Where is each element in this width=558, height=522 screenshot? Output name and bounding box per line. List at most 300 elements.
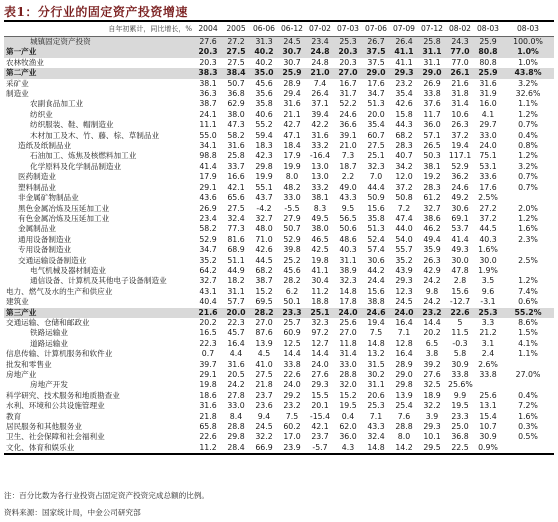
- cell-value: 100.0%: [502, 37, 554, 48]
- row-label: 电力、燃气及水的生产和供应业: [6, 286, 113, 296]
- cell-value: 30.9: [479, 432, 497, 442]
- cell-value: 55.1: [255, 182, 273, 192]
- cell-value: 38.1: [423, 161, 441, 171]
- cell-value: 33.0: [479, 130, 497, 140]
- table-row: [4, 99, 554, 109]
- cell-value: 9.8: [425, 286, 439, 296]
- cell-value: 19.9: [283, 161, 301, 171]
- row-label: 纺织服装、鞋、帽制造业: [30, 120, 114, 130]
- cell-value: 31.8: [451, 89, 469, 99]
- cell-value: 35.4: [367, 120, 385, 130]
- cell-value: 4.3: [334, 443, 362, 454]
- cell-value: 30.6: [451, 203, 469, 213]
- cell-value: 80.8: [479, 57, 497, 67]
- cell-value: 25.1: [306, 308, 334, 318]
- cell-value: 3.2%: [518, 161, 538, 171]
- table-header-row: [4, 21, 554, 37]
- cell-value: 27.6: [423, 370, 441, 379]
- cell-value: 32.4: [227, 213, 245, 223]
- cell-value: 5: [457, 317, 463, 327]
- cell-value: 33.0: [227, 401, 245, 411]
- row-label: 第三产业: [4, 308, 194, 318]
- cell-value: 44.5: [479, 224, 497, 234]
- cell-value: 3.2%: [518, 78, 538, 88]
- row-label: 批发和零售业: [6, 359, 52, 369]
- cell-value: 50.6: [339, 224, 357, 234]
- cell-value: 0.8%: [518, 141, 538, 151]
- cell-value: 40.2: [250, 47, 278, 57]
- cell-value: 49.2: [451, 193, 469, 203]
- cell-value: 1.5%: [518, 328, 538, 338]
- cell-value: 22.3: [227, 317, 245, 327]
- cell-value: 27.2: [222, 37, 250, 48]
- cell-value: 27.2: [479, 203, 497, 213]
- cell-value: 57.1: [423, 130, 441, 140]
- cell-value: 5.8: [453, 349, 467, 359]
- cell-value: 1.2%: [518, 151, 538, 161]
- header-col-08-03: 08-03: [502, 21, 554, 37]
- cell-value: 20.5: [227, 370, 245, 379]
- cell-value: 62.0: [339, 422, 357, 432]
- data-source: 资料来源：国家统计局，中金公司研究部: [4, 508, 141, 517]
- cell-value: 22.5: [446, 443, 474, 454]
- cell-value: 25.6%: [448, 380, 473, 390]
- cell-value: 13.9: [255, 338, 273, 348]
- cell-value: 11.5: [451, 328, 469, 338]
- cell-value: 17.0: [283, 432, 301, 442]
- cell-value: 26.1: [446, 68, 474, 78]
- cell-value: 45.6: [255, 78, 273, 88]
- cell-value: 15.6: [367, 286, 385, 296]
- cell-value: 77.0: [451, 57, 469, 67]
- row-label: 黑色金属冶炼及压延加工业: [18, 203, 110, 213]
- cell-value: 38.0: [227, 109, 245, 119]
- cell-value: 40.3: [339, 245, 357, 255]
- row-label: 纺织业: [30, 109, 53, 119]
- cell-value: 49.0: [339, 182, 357, 192]
- row-label: 房地产开发: [30, 380, 68, 390]
- cell-value: 29.3: [390, 68, 418, 78]
- cell-value: 18.8: [311, 297, 329, 307]
- cell-value: 3.3: [481, 317, 495, 327]
- cell-value: 20.3: [199, 57, 217, 67]
- cell-value: 55.0: [199, 130, 217, 140]
- cell-value: 43.1: [199, 286, 217, 296]
- cell-value: 24.0: [334, 308, 362, 318]
- cell-value: 1.2%: [518, 109, 538, 119]
- cell-value: 23.6: [255, 401, 273, 411]
- table-row: [4, 360, 554, 370]
- cell-value: 43.8%: [502, 68, 554, 78]
- cell-value: 20.1: [311, 401, 329, 411]
- row-label: 化学原料及化学制品制造业: [30, 161, 122, 171]
- cell-value: 47.1: [283, 130, 301, 140]
- cell-value: 28.3: [395, 141, 413, 151]
- cell-value: 48.0: [255, 224, 273, 234]
- cell-value: 42.3: [255, 151, 273, 161]
- cell-value: 7.1: [397, 328, 411, 338]
- cell-value: 42.2: [311, 120, 329, 130]
- cell-value: 17.8: [339, 297, 357, 307]
- investment-growth-table: [4, 20, 554, 455]
- table-row: [4, 276, 554, 286]
- cell-value: 1.1%: [518, 99, 538, 109]
- cell-value: 24.2: [423, 276, 441, 286]
- cell-value: [502, 193, 554, 203]
- cell-value: -5.7: [306, 443, 334, 454]
- cell-value: 15.6: [367, 203, 385, 213]
- cell-value: 40.4: [199, 297, 217, 307]
- cell-value: 39.8: [283, 245, 301, 255]
- cell-value: 25.6: [479, 390, 497, 400]
- row-label: 居民服务和其他服务业: [6, 422, 82, 432]
- cell-value: 23.7: [255, 390, 273, 400]
- cell-value: 43.6: [199, 193, 217, 203]
- cell-value: 2.5%: [518, 255, 538, 265]
- cell-value: 12.3: [395, 286, 413, 296]
- cell-value: 58.2: [227, 130, 245, 140]
- cell-value: 29.1: [199, 182, 217, 192]
- row-label: 电气机械及器材制造业: [30, 265, 106, 275]
- cell-value: [502, 380, 554, 390]
- row-label: 第一产业: [4, 47, 194, 57]
- cell-value: 35.9: [423, 245, 441, 255]
- cell-value: 36.2: [451, 172, 469, 182]
- table-row: [4, 204, 554, 214]
- cell-value: 18.2: [227, 276, 245, 286]
- cell-value: 23.2: [418, 308, 446, 318]
- cell-value: 24.8: [306, 47, 334, 57]
- cell-value: 21.8: [199, 411, 217, 421]
- cell-value: 51.3: [367, 99, 385, 109]
- cell-value: 51.3: [367, 224, 385, 234]
- row-label: 采矿业: [6, 78, 29, 88]
- row-label: 科学研究、技术服务和地质勘查业: [6, 390, 120, 400]
- cell-value: 26.9: [423, 78, 441, 88]
- cell-value: 14.8: [362, 443, 390, 454]
- cell-value: 24.8: [311, 57, 329, 67]
- cell-value: 10.7: [479, 422, 497, 432]
- cell-value: 34.7: [199, 245, 217, 255]
- cell-value: 31.6: [199, 401, 217, 411]
- header-col-08-03: 08-03: [474, 21, 502, 37]
- cell-value: 22.6: [446, 308, 474, 318]
- cell-value: 23.2: [283, 401, 301, 411]
- cell-value: 41.1: [390, 47, 418, 57]
- cell-value: 28.9: [395, 359, 413, 369]
- cell-value: 54.0: [395, 234, 413, 244]
- cell-value: 29.4: [283, 89, 301, 99]
- cell-value: 23.9: [278, 443, 306, 454]
- cell-value: 25.9: [278, 68, 306, 78]
- cell-value: 14.2: [390, 443, 418, 454]
- cell-value: 61.2: [423, 193, 441, 203]
- cell-value: 38.1: [199, 78, 217, 88]
- row-label: 交通运输设备制造业: [18, 255, 87, 265]
- cell-value: 18.3: [255, 141, 273, 151]
- cell-value: 80.8: [474, 47, 502, 57]
- cell-value: 24.2: [227, 380, 245, 390]
- cell-value: 28.8: [227, 422, 245, 432]
- cell-value: 24.5: [255, 422, 273, 432]
- cell-value: 55.2: [255, 120, 273, 130]
- cell-value: 24.0: [311, 359, 329, 369]
- cell-value: 32.7: [199, 276, 217, 286]
- cell-value: 46.2: [423, 224, 441, 234]
- cell-value: 34.2: [395, 161, 413, 171]
- cell-value: 31.3: [250, 37, 278, 48]
- cell-value: 14.8: [367, 338, 385, 348]
- cell-value: 29.3: [395, 276, 413, 286]
- cell-value: 35.8: [255, 99, 273, 109]
- cell-value: 4.1%: [518, 338, 538, 348]
- cell-value: 31.1: [367, 380, 385, 390]
- cell-value: 8.4: [229, 411, 243, 421]
- cell-value: 75.1: [479, 151, 497, 161]
- cell-value: 58.2: [199, 224, 217, 234]
- cell-value: 37.5: [362, 47, 390, 57]
- cell-value: 16.7: [339, 78, 357, 88]
- cell-value: 19.5: [451, 401, 469, 411]
- row-label: 卫生、社会保障和社会福利业: [6, 432, 105, 442]
- cell-value: 21.0: [306, 68, 334, 78]
- cell-value: 0.7%: [518, 172, 538, 182]
- cell-value: 1.1%: [518, 349, 538, 359]
- cell-value: 69.1: [451, 213, 469, 223]
- cell-value: 12.5: [283, 338, 301, 348]
- cell-value: 41.4: [451, 234, 469, 244]
- cell-value: 16.5: [199, 328, 217, 338]
- cell-value: 48.2: [283, 182, 301, 192]
- cell-value: 13.9: [395, 390, 413, 400]
- cell-value: 36.3: [199, 89, 217, 99]
- header-col-07-03: 07-03: [334, 21, 362, 37]
- cell-value: 19.4: [451, 141, 469, 151]
- row-label: 道路运输业: [30, 338, 68, 348]
- cell-value: 13.2: [367, 349, 385, 359]
- row-label: 非金属矿物制品业: [18, 193, 79, 203]
- cell-value: 52.9: [451, 161, 469, 171]
- row-label: 铁路运输业: [30, 328, 68, 338]
- table-row: [4, 245, 554, 255]
- cell-value: 33.8: [423, 89, 441, 99]
- cell-value: 24.5: [278, 37, 306, 48]
- cell-value: 19.9: [255, 172, 273, 182]
- header-col-08-02: 08-02: [446, 21, 474, 37]
- table-row: [4, 183, 554, 193]
- header-description: 自年初累计，同比增长，%: [4, 21, 194, 37]
- cell-value: 33.8: [479, 370, 497, 379]
- cell-value: 27.5: [367, 141, 385, 151]
- cell-value: 30.7: [283, 57, 301, 67]
- cell-value: 20.3: [334, 47, 362, 57]
- row-label: 城镇固定资产投资: [4, 37, 194, 48]
- cell-value: 31.6: [311, 130, 329, 140]
- cell-value: 27.5: [255, 370, 273, 379]
- row-label: 塑料制品业: [18, 182, 56, 192]
- table-note: 注：百分比数为各行业投资占固定资产投资完成总额的比例。: [4, 491, 210, 500]
- cell-value: 8.3: [313, 203, 327, 213]
- cell-value: 26.3: [451, 120, 469, 130]
- cell-value: 21.1: [283, 109, 301, 119]
- cell-value: 27.8: [227, 390, 245, 400]
- cell-value: [474, 380, 502, 390]
- cell-value: 25.3: [474, 308, 502, 318]
- table-row: [4, 68, 554, 78]
- cell-value: 24.3: [446, 37, 474, 48]
- cell-value: 53.1: [479, 161, 497, 171]
- cell-value: 43.3: [367, 422, 385, 432]
- cell-value: 33.2: [311, 182, 329, 192]
- cell-value: 37.5: [367, 57, 385, 67]
- cell-value: 30.0: [479, 255, 497, 265]
- cell-value: 60.2: [283, 422, 301, 432]
- table-row: [4, 172, 554, 182]
- cell-value: 25.8: [418, 37, 446, 48]
- cell-value: 1.0%: [502, 47, 554, 57]
- cell-value: 42.1: [227, 182, 245, 192]
- cell-value: 1.6%: [518, 411, 538, 421]
- cell-value: 22.6: [199, 432, 217, 442]
- cell-value: 20.3: [194, 47, 222, 57]
- cell-value: 98.8: [199, 151, 217, 161]
- cell-value: 50.1: [283, 297, 301, 307]
- cell-value: 20.2: [199, 317, 217, 327]
- cell-value: 4.1: [481, 109, 495, 119]
- cell-value: 25.3: [367, 401, 385, 411]
- cell-value: 37.2: [479, 213, 497, 223]
- cell-value: 30.7: [278, 47, 306, 57]
- table-row: [4, 328, 554, 338]
- cell-value: -12.7: [449, 297, 471, 307]
- cell-value: 34.1: [199, 141, 217, 151]
- row-label: 信息传输、计算机服务和软件业: [6, 349, 113, 359]
- cell-value: 2.0%: [518, 203, 538, 213]
- cell-value: 24.6: [339, 109, 357, 119]
- cell-value: 29.3: [423, 422, 441, 432]
- cell-value: 38.7: [199, 99, 217, 109]
- cell-value: 25.4: [395, 401, 413, 411]
- header-col-2005: 2005: [222, 21, 250, 37]
- cell-value: 33.8: [283, 359, 301, 369]
- row-label: 石油加工、炼焦及核燃料加工业: [30, 151, 137, 161]
- cell-value: 8.6%: [518, 317, 538, 327]
- cell-value: 33.6: [479, 172, 497, 182]
- cell-value: 15.6: [451, 286, 469, 296]
- cell-value: 29.0: [395, 370, 413, 379]
- cell-value: 31.1: [423, 57, 441, 67]
- cell-value: 2.5%: [478, 193, 498, 203]
- cell-value: 36.8: [227, 89, 245, 99]
- cell-value: [502, 443, 554, 454]
- cell-value: 55.2%: [502, 308, 554, 318]
- cell-value: 27.0%: [515, 370, 541, 379]
- table-row: [4, 391, 554, 401]
- cell-value: 27.5: [222, 47, 250, 57]
- cell-value: 10.1: [423, 432, 441, 442]
- cell-value: 0.4: [341, 411, 355, 421]
- cell-value: 1.0%: [518, 57, 538, 67]
- row-label: 交通运输、仓储和邮政业: [6, 317, 90, 327]
- cell-value: 26.4: [390, 37, 418, 48]
- cell-value: 47.3: [227, 120, 245, 130]
- row-label: 造纸及纸制品业: [18, 141, 72, 151]
- cell-value: 7.4%: [518, 286, 538, 296]
- cell-value: 28.9: [283, 78, 301, 88]
- cell-value: 16.6: [227, 172, 245, 182]
- row-label: 专用设备制造业: [18, 245, 72, 255]
- cell-value: 44.3: [395, 120, 413, 130]
- cell-value: 23.4: [306, 37, 334, 48]
- cell-value: 36.0: [423, 120, 441, 130]
- cell-value: 36.0: [339, 432, 357, 442]
- cell-value: 24.0: [390, 308, 418, 318]
- cell-value: 48.6: [339, 234, 357, 244]
- cell-value: 15.4: [479, 411, 497, 421]
- cell-value: 19.4: [367, 317, 385, 327]
- header-col-07-02: 07-02: [306, 21, 334, 37]
- cell-value: 52.9: [199, 234, 217, 244]
- cell-value: 12.8: [395, 338, 413, 348]
- cell-value: 34.7: [367, 89, 385, 99]
- cell-value: 29.2: [283, 390, 301, 400]
- cell-value: 3.1: [481, 338, 495, 348]
- cell-value: 9.4: [257, 411, 271, 421]
- row-label: 建筑业: [6, 297, 29, 307]
- table-row: [4, 308, 554, 318]
- cell-value: 29.8: [227, 432, 245, 442]
- cell-value: 25.7: [283, 317, 301, 327]
- cell-value: 25.9: [474, 68, 502, 78]
- cell-value: 1.9%: [478, 265, 498, 275]
- cell-value: 23.3: [278, 308, 306, 318]
- cell-value: 18.4: [283, 141, 301, 151]
- table-row: [4, 256, 554, 266]
- cell-value: 1.6%: [518, 224, 538, 234]
- cell-value: 27.6: [194, 37, 222, 48]
- cell-value: 38.9: [339, 265, 357, 275]
- cell-value: 28.4: [222, 443, 250, 454]
- cell-value: 9.6: [481, 286, 495, 296]
- cell-value: 32.4: [367, 432, 385, 442]
- cell-value: 36.8: [451, 432, 469, 442]
- cell-value: 42.9: [423, 265, 441, 275]
- cell-value: 18.6: [199, 390, 217, 400]
- cell-value: 30.9: [451, 359, 469, 369]
- cell-value: 0.6%: [518, 297, 538, 307]
- cell-value: 2.2: [341, 172, 355, 182]
- cell-value: 42.5: [311, 245, 329, 255]
- table-row: [4, 162, 554, 172]
- cell-value: 27.0: [334, 68, 362, 78]
- cell-value: 30.4: [311, 276, 329, 286]
- cell-value: 44.0: [395, 224, 413, 234]
- cell-value: 25.2: [283, 255, 301, 265]
- cell-value: 68.2: [395, 130, 413, 140]
- cell-value: 37.6: [423, 99, 441, 109]
- cell-value: 28.8: [395, 422, 413, 432]
- table-row: [4, 443, 554, 454]
- cell-value: 42.6: [395, 99, 413, 109]
- table-row: [4, 380, 554, 390]
- table-row: [4, 401, 554, 411]
- table-row: [4, 131, 554, 141]
- table-row: [4, 235, 554, 245]
- cell-value: 52.2: [339, 99, 357, 109]
- cell-value: 0.5%: [518, 432, 538, 442]
- cell-value: 24.1: [199, 109, 217, 119]
- cell-value: 15.8: [395, 109, 413, 119]
